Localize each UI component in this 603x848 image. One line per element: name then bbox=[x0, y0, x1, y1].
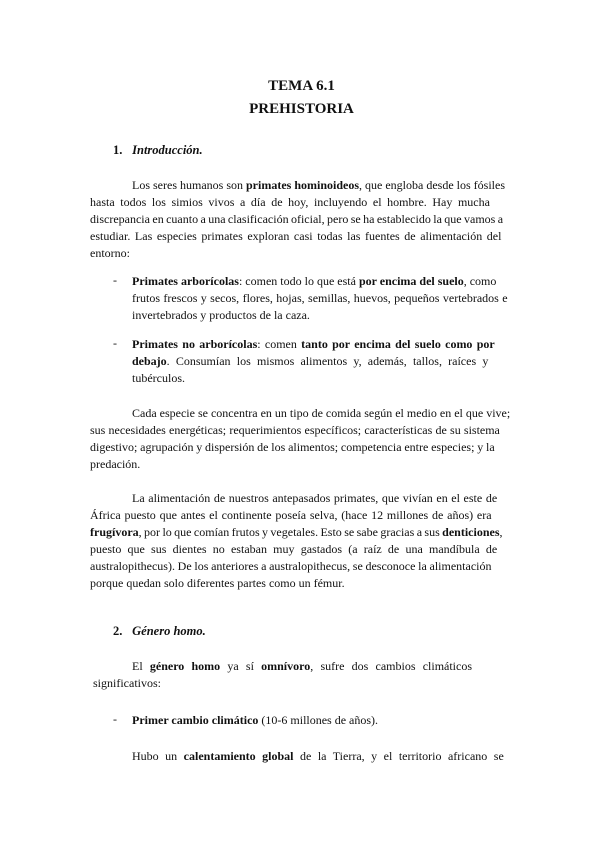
text-run: , que engloba desde los fósiles bbox=[359, 178, 505, 192]
bullet-marker: - bbox=[113, 273, 117, 287]
section-title: Género homo. bbox=[132, 624, 206, 638]
text-line: entorno: bbox=[90, 246, 130, 260]
text-run: , sufre dos cambios climáticos bbox=[310, 659, 473, 673]
text-run: , por lo que comían frutos y vegetales. Esto se sabe gracias a sus bbox=[138, 525, 443, 539]
text-line: digestivo; agrupación y dispersión de los alimentos; competencia entre especies; y la bbox=[90, 440, 495, 454]
section-heading-genero-homo bbox=[113, 624, 206, 639]
text-line: frutos frescos y secos, flores, hojas, semillas, huevos, pequeños vertebrados e bbox=[132, 291, 508, 305]
paragraph-intro bbox=[90, 177, 510, 262]
text-run: ya sí bbox=[220, 659, 262, 673]
text-line: significativos: bbox=[93, 676, 161, 690]
bold-term: frugívora bbox=[90, 525, 139, 539]
text-line: porque quedan solo diferentes partes como un fémur. bbox=[90, 576, 345, 590]
text-run: Los seres humanos son bbox=[132, 178, 246, 192]
text-run: : comen bbox=[257, 337, 302, 351]
bullet-primates-arboricolas bbox=[132, 273, 510, 324]
bullet-marker: - bbox=[113, 336, 117, 350]
text-line bbox=[132, 712, 510, 729]
text-line: invertebrados y productos de la caza. bbox=[132, 308, 310, 322]
text-line bbox=[90, 748, 510, 765]
text-line: australopithecus). De los anteriores a australopithecus, se desconoce la alimentación bbox=[90, 559, 492, 573]
text-line bbox=[132, 336, 510, 353]
section-number: 1. bbox=[113, 143, 123, 157]
bullet-primates-no-arboricolas bbox=[132, 336, 510, 387]
text-line bbox=[90, 524, 510, 541]
bold-term: Primates no arborícolas bbox=[132, 337, 258, 351]
section-title: Introducción. bbox=[132, 143, 203, 157]
paragraph-especies bbox=[90, 405, 510, 473]
text-run: de la Tierra, y el territorio africano se bbox=[293, 749, 504, 763]
bold-term: Primer cambio climático bbox=[132, 713, 259, 727]
text-line: puesto que sus dientes no estaban muy gastados (a raíz de una mandíbula de bbox=[90, 542, 498, 556]
text-line: estudiar. Las especies primates exploran casi todas las fuentes de alimentación del bbox=[90, 229, 502, 243]
bold-term: calentamiento global bbox=[183, 749, 294, 763]
bold-term: tanto por encima del suelo como por bbox=[301, 337, 495, 351]
text-run: (10-6 millones de años). bbox=[258, 713, 379, 727]
document-subtitle: PREHISTORIA bbox=[249, 101, 354, 117]
text-run: , como bbox=[463, 274, 497, 288]
paragraph-calentamiento bbox=[90, 748, 510, 765]
text-line: discrepancia en cuanto a una clasificación oficial, pero se ha establecido la que vamos a bbox=[90, 212, 504, 226]
section-number: 2. bbox=[113, 624, 123, 638]
document-title: TEMA 6.1 bbox=[268, 78, 335, 94]
bullet-primer-cambio bbox=[132, 712, 510, 729]
bullet-marker: - bbox=[113, 712, 117, 726]
text-line: hasta todos los simios vivos a día de hoy, incluyendo el hombre. Hay mucha bbox=[90, 195, 490, 209]
text-run: Hubo un bbox=[132, 749, 184, 763]
bold-term: omnívoro bbox=[261, 659, 311, 673]
text-line bbox=[90, 177, 510, 194]
text-line: La alimentación de nuestros antepasados primates, que vivían en el este de bbox=[132, 491, 498, 505]
text-run: . Consumían los mismos alimentos y, además, tallos, raíces y bbox=[166, 354, 489, 368]
text-line: África puesto que antes el continente poseía selva, (hace 12 millones de años) era bbox=[90, 508, 492, 522]
bold-term: primates hominoideos bbox=[246, 178, 360, 192]
text-line: Cada especie se concentra en un tipo de comida según el medio en el que vive; bbox=[132, 406, 511, 420]
text-line: tubérculos. bbox=[132, 371, 185, 385]
text-run: , bbox=[499, 525, 503, 539]
text-run: : comen todo lo que está bbox=[238, 274, 359, 288]
paragraph-alimentacion bbox=[90, 490, 510, 592]
bold-term: debajo bbox=[132, 354, 167, 368]
text-line: sus necesidades energéticas; requerimientos específicos; características de su sistema bbox=[90, 423, 500, 437]
text-line: predación. bbox=[90, 457, 141, 471]
text-line bbox=[132, 273, 510, 290]
section-heading-introduccion bbox=[113, 143, 203, 158]
bold-term: por encima del suelo bbox=[358, 274, 464, 288]
bold-term: género homo bbox=[149, 659, 221, 673]
bold-term: Primates arborícolas bbox=[132, 274, 239, 288]
bold-term: denticiones bbox=[442, 525, 500, 539]
text-run: El bbox=[132, 659, 150, 673]
text-line bbox=[132, 353, 510, 370]
paragraph-genero-homo bbox=[90, 658, 510, 692]
text-line bbox=[90, 658, 510, 675]
